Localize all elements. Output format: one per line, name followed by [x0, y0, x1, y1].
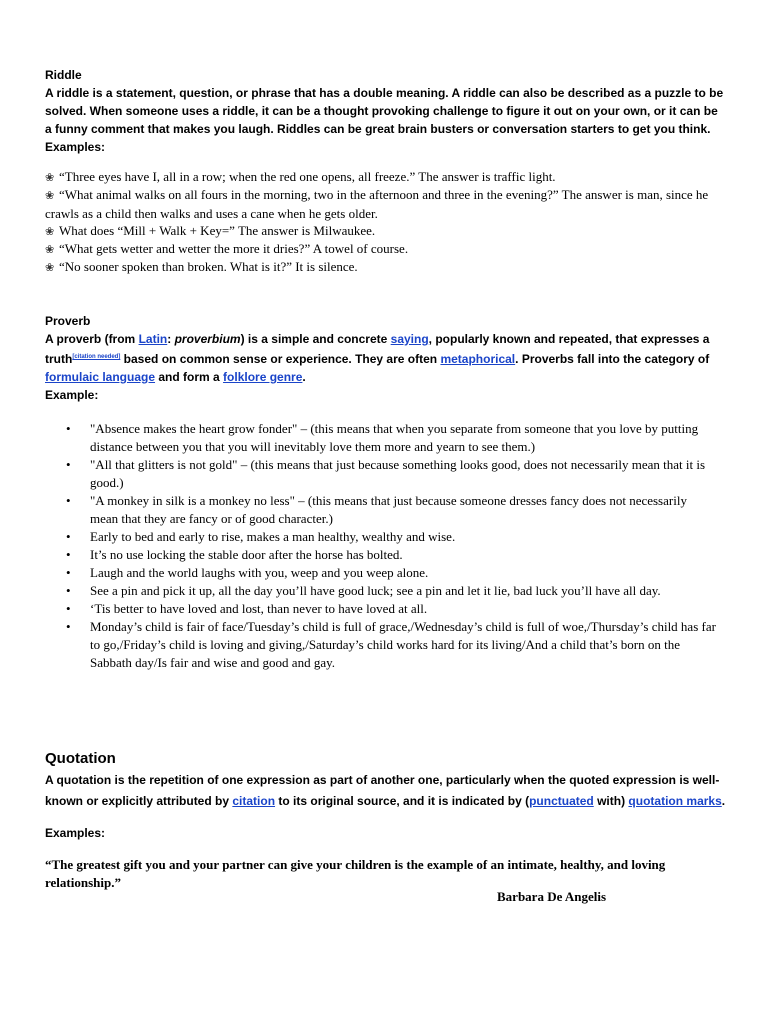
riddle-example-text: “What animal walks on all fours in the morning, two in the afternoon and three in the evening?” The answer is man, since he crawls as a child then walks and uses a cane when he gets older. [45, 187, 709, 221]
quotation-definition [45, 770, 735, 812]
flower-bullet-icon: ❀ [45, 262, 55, 274]
riddle-heading: Riddle [45, 68, 82, 82]
proverb-examples-list [66, 420, 716, 672]
riddle-definition-text: A riddle is a statement, question, or phrase that has a double meaning. A riddle can also be described as a puzzle to be solved. When someone uses a riddle, it can be a thought provoking challenge to figure it out on your own, or it can be a funny comment that makes you laugh. Riddles can be great brain busters or conversation starters to get you think. [45, 86, 724, 136]
quotation-text: . [721, 794, 726, 808]
riddle-example-text: “No sooner spoken than broken. What is it?” It is silence. [59, 259, 358, 274]
flower-bullet-icon: ❀ [45, 244, 55, 256]
proverb-heading: Proverb [45, 314, 91, 328]
quotation-heading: Quotation [45, 750, 116, 767]
proverb-example-label: Example: [45, 388, 99, 402]
proverb-definition [45, 330, 725, 404]
proverb-text: based on common sense or experience. They are often [120, 352, 441, 366]
proverb-text: : [167, 332, 175, 346]
riddle-example [45, 240, 725, 259]
citation-needed-link[interactable]: [citation needed] [72, 354, 121, 360]
riddle-example-text: What does “Mill + Walk + Key=” The answer is Milwaukee. [59, 223, 376, 238]
flower-bullet-icon: ❀ [45, 190, 55, 202]
list-item: • It’s no use locking the stable door after the horse has bolted. [66, 546, 716, 564]
list-item: • Laugh and the world laughs with you, weep and you weep alone. [66, 564, 716, 582]
folklore-genre-link[interactable]: folklore genre [223, 370, 303, 384]
latin-link[interactable]: Latin [138, 332, 168, 346]
quote-author: Barbara De Angelis [497, 889, 607, 904]
riddle-example [45, 168, 725, 187]
proverbium-term: proverbium [174, 332, 241, 346]
proverb-text: A proverb (from [45, 332, 139, 346]
quotation-examples-label: Examples: [45, 826, 106, 840]
list-item: • Monday’s child is fair of face/Tuesday’s child is full of grace,/Wednesday’s child is full of woe,/Thursday’s child has far to go,/Friday’s child is loving and giving,/Saturday’s child works hard for its living/And a child that’s born on the Sabbath day/Is fair and wise and good and gay. [66, 618, 716, 672]
list-item: • "Absence makes the heart grow fonder" – (this means that when you separate from someone that you love by putting distance between you that you will inevitably love them more and yearn to see them.) [66, 420, 716, 456]
riddle-example [45, 258, 725, 277]
riddle-example [45, 222, 725, 241]
punctuated-link[interactable]: punctuated [529, 794, 594, 808]
flower-bullet-icon: ❀ [45, 226, 55, 238]
riddle-example-text: “What gets wetter and wetter the more it dries?” A towel of course. [59, 241, 409, 256]
saying-link[interactable]: saying [390, 332, 429, 346]
riddle-definition [45, 84, 725, 156]
riddle-examples-label: Examples: [45, 140, 106, 154]
list-item: • "A monkey in silk is a monkey no less" – (this means that just because someone dresses fancy does not necessarily mean that they are fancy or of good character.) [66, 492, 716, 528]
proverb-text: , popularly known and repeated, that expresses a truth [45, 332, 710, 366]
quotation-text: to its original source, and it is indicated by ( [275, 794, 530, 808]
riddle-example [45, 186, 725, 223]
quote-text: “The greatest gift you and your partner can give your children is the example of an intimate, healthy, and loving relationship.” [45, 857, 666, 890]
list-item: • ‘Tis better to have loved and lost, than never to have loved at all. [66, 600, 716, 618]
proverb-text: and form a [155, 370, 224, 384]
flower-bullet-icon: ❀ [45, 172, 55, 184]
formulaic-language-link[interactable]: formulaic language [45, 370, 156, 384]
list-item: • Early to bed and early to rise, makes a man healthy, wealthy and wise. [66, 528, 716, 546]
metaphorical-link[interactable]: metaphorical [440, 352, 516, 366]
citation-link[interactable]: citation [232, 794, 276, 808]
quotation-text: with) [593, 794, 629, 808]
proverb-text: ) is a simple and concrete [240, 332, 391, 346]
proverb-text: . [302, 370, 306, 384]
list-item: • See a pin and pick it up, all the day you’ll have good luck; see a pin and let it lie, bad luck you’ll have all day. [66, 582, 716, 600]
riddle-example-text: “Three eyes have I, all in a row; when the red one opens, all freeze.” The answer is traffic light. [59, 169, 556, 184]
proverb-text: . Proverbs fall into the category of [515, 352, 710, 366]
quotation-marks-link[interactable]: quotation marks [628, 794, 722, 808]
list-item: • "All that glitters is not gold" – (this means that just because something looks good, does not necessarily mean that it is good.) [66, 456, 716, 492]
quotation-text: A quotation is the repetition of one expression as part of another one, particularly when the quoted expression is well-known or explicitly attributed by [45, 773, 720, 808]
